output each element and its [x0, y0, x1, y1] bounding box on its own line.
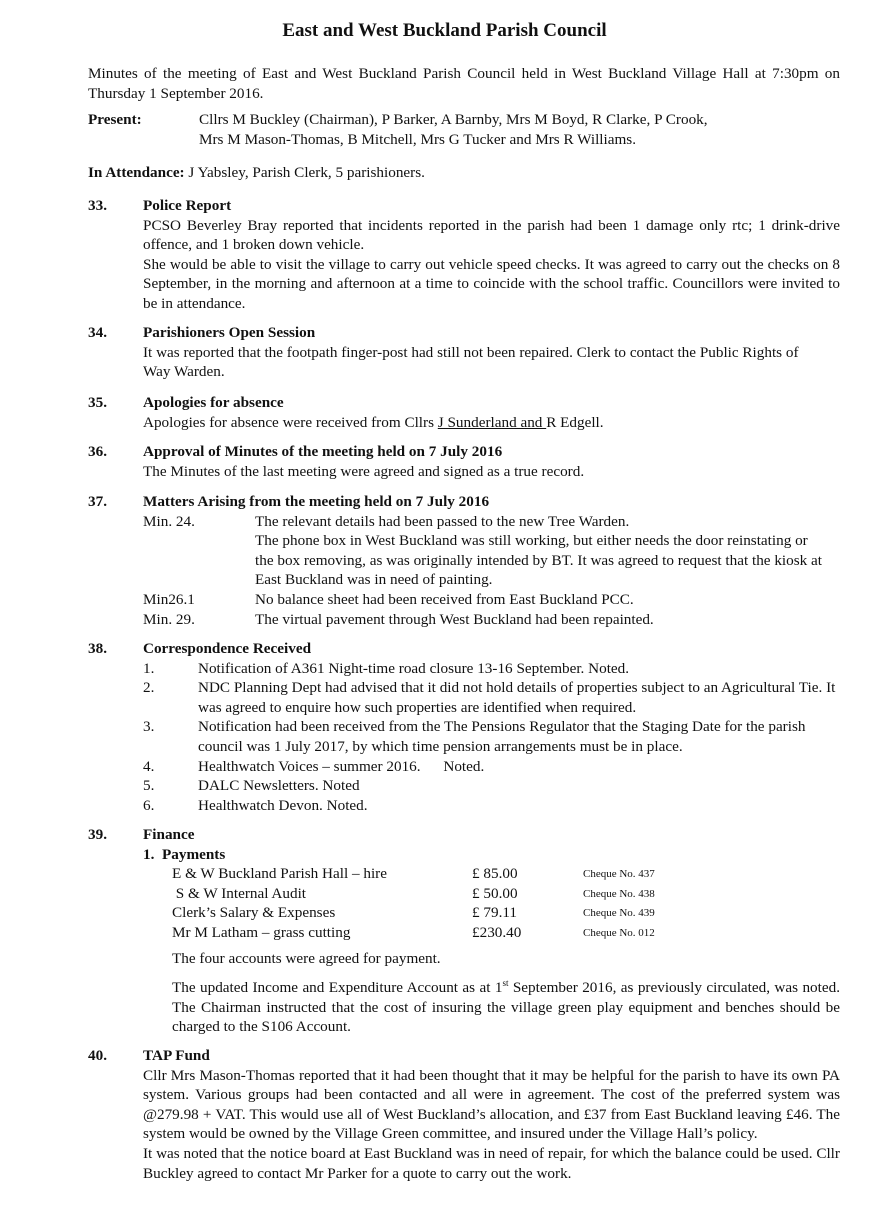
- income-expenditure-note: [172, 978, 840, 1037]
- matters-row: [143, 512, 823, 532]
- row-text: Healthwatch Voices – summer 2016. Noted.: [198, 757, 485, 775]
- amount: £ 85.00: [472, 865, 518, 883]
- present-line: Cllrs M Buckley (Chairman), P Barker, A Barnby, Mrs M Boyd, R Clarke, P Crook,: [199, 111, 708, 128]
- ordinal-suffix: st: [502, 978, 509, 989]
- row-number: 3.: [143, 718, 155, 736]
- payment-row: [143, 884, 840, 904]
- apologies-text-end: R Edgell.: [546, 413, 604, 431]
- attendance-line: [88, 163, 840, 183]
- amount: £230.40: [472, 923, 522, 941]
- correspondence-row: [143, 678, 840, 717]
- minute-text: The relevant details had been passed to the new Tree Warden.: [255, 512, 630, 530]
- item-heading: Police Report: [143, 197, 232, 214]
- payment-row: [143, 923, 840, 943]
- cheque-number: Cheque No. 439: [583, 907, 655, 920]
- minute-ref: Min. 29.: [143, 610, 195, 628]
- correspondence-row: [143, 659, 840, 679]
- item-paragraph: It was reported that the footpath finger-post had still not been repaired. Clerk to contact the Public Rights of Way Warden.: [143, 343, 799, 381]
- item-number: 35.: [88, 394, 107, 411]
- attendance-label: In Attendance:: [88, 164, 185, 181]
- document-title: East and West Buckland Parish Council: [282, 20, 607, 41]
- matters-row: [143, 610, 823, 630]
- item-paragraph: [143, 413, 840, 433]
- apologies-underlined: J Sunderland and: [437, 413, 547, 431]
- item-heading: Finance: [143, 826, 195, 843]
- item-paragraph: PCSO Beverley Bray reported that incidents reported in the parish had been 1 damage only rtc; 1 drink-drive offence, and 1 broken down vehicle.: [143, 216, 840, 254]
- item-paragraph: The Minutes of the last meeting were agreed and signed as a true record.: [143, 462, 585, 480]
- matters-row: [143, 531, 823, 590]
- row-number: 5.: [143, 777, 155, 795]
- item-number: 36.: [88, 443, 107, 460]
- row-number: 1.: [143, 659, 155, 677]
- payee: Clerk’s Salary & Expenses: [172, 904, 336, 922]
- item-heading: Apologies for absence: [143, 394, 284, 411]
- intro-paragraph: Minutes of the meeting of East and West Buckland Parish Council held in West Buckland Village Hall at 7:30pm on Thursday 1 September 2016.: [88, 65, 840, 102]
- item-paragraph: Cllr Mrs Mason-Thomas reported that it had been thought that it may be helpful for the parish to have its own PA system. Various groups had been contacted and all were in agreement. The cost of the preferred system was @279.98 + VAT. This would use all of West Buckland’s allocation, and £37 from East Buckland leaving £46. The system would be owned by the Village Green committee, and insured under the Village Hall’s policy.: [143, 1066, 840, 1143]
- item-paragraph: It was noted that the notice board at East Buckland was in need of repair, for which the balance could be used. Cllr Buckley agreed to contact Mr Parker for a quote to carry out the work.: [143, 1144, 840, 1182]
- minute-text: The phone box in West Buckland was still working, but either needs the door reinstating or the box removing, as was originally intended by BT. It was agreed to request that the kiosk at East Buckland was in need of painting.: [255, 532, 823, 589]
- cheque-number: Cheque No. 438: [583, 887, 655, 900]
- minute-text: The virtual pavement through West Buckland had been repainted.: [255, 610, 654, 628]
- correspondence-row: [143, 757, 840, 777]
- item-number: 39.: [88, 826, 107, 843]
- present-list: [199, 110, 819, 149]
- amount: £ 50.00: [472, 884, 518, 902]
- payee: S & W Internal Audit: [172, 884, 307, 902]
- apologies-text: Apologies for absence were received from Cllrs: [143, 413, 438, 431]
- item-heading: TAP Fund: [143, 1047, 210, 1064]
- minute-ref: Min. 24.: [143, 512, 195, 530]
- cheque-number: Cheque No. 012: [583, 926, 655, 939]
- item-number: 38.: [88, 640, 107, 657]
- note-text: The updated Income and Expenditure Account as at 1: [172, 979, 503, 997]
- correspondence-row: [143, 776, 840, 796]
- payments-subheading: 1. Payments: [143, 845, 226, 863]
- attendance-text: J Yabsley, Parish Clerk, 5 parishioners.: [184, 164, 425, 181]
- item-heading: Correspondence Received: [143, 640, 312, 657]
- matters-row: [143, 590, 823, 610]
- row-text: Notification of A361 Night-time road closure 13-16 September. Noted.: [198, 659, 630, 677]
- item-number: 40.: [88, 1047, 107, 1064]
- item-paragraph: She would be able to visit the village to carry out vehicle speed checks. It was agreed to carry out the checks on 8 September, in the morning and afternoon at a time to coincide with the school traffic. Councillors were invited to be in attendance.: [143, 255, 840, 312]
- row-number: 6.: [143, 796, 155, 814]
- row-text: NDC Planning Dept had advised that it did not hold details of properties subject to an Agricultural Tie. It was agreed to enquire how such properties are identified when required.: [198, 679, 836, 716]
- item-number: 37.: [88, 493, 107, 510]
- row-text: Healthwatch Devon. Noted.: [198, 796, 368, 814]
- row-number: 4.: [143, 757, 155, 775]
- present-line: Mrs M Mason-Thomas, B Mitchell, Mrs G Tucker and Mrs R Williams.: [199, 130, 637, 148]
- item-number: 33.: [88, 197, 107, 214]
- item-heading: Parishioners Open Session: [143, 324, 316, 341]
- item-number: 34.: [88, 324, 107, 341]
- payment-row: [143, 903, 840, 923]
- row-number: 2.: [143, 679, 155, 697]
- row-text: DALC Newsletters. Noted: [198, 777, 360, 795]
- payee: Mr M Latham – grass cutting: [172, 923, 351, 941]
- payee: E & W Buckland Parish Hall – hire: [172, 865, 387, 883]
- present-label: Present:: [88, 111, 142, 128]
- payment-row: [143, 864, 840, 884]
- minute-ref: Min26.1: [143, 590, 195, 608]
- minute-text: No balance sheet had been received from East Buckland PCC.: [255, 590, 634, 608]
- payments-agreed: The four accounts were agreed for payment.: [172, 949, 441, 967]
- item-heading: Approval of Minutes of the meeting held on 7 July 2016: [143, 443, 503, 460]
- item-heading: Matters Arising from the meeting held on 7 July 2016: [143, 493, 490, 510]
- row-text: Notification had been received from the The Pensions Regulator that the Staging Date for the parish council was 1 July 2017, by which time pension arrangements must be in place.: [198, 718, 806, 755]
- note-text-end: September 2016, as previously circulated, was noted. The Chairman instructed that the cost of insuring the village green play equipment and benches should be charged to the S106 Account.: [172, 979, 840, 1036]
- correspondence-row: [143, 796, 840, 816]
- cheque-number: Cheque No. 437: [583, 868, 655, 881]
- amount: £ 79.11: [472, 904, 517, 922]
- correspondence-row: [143, 717, 840, 756]
